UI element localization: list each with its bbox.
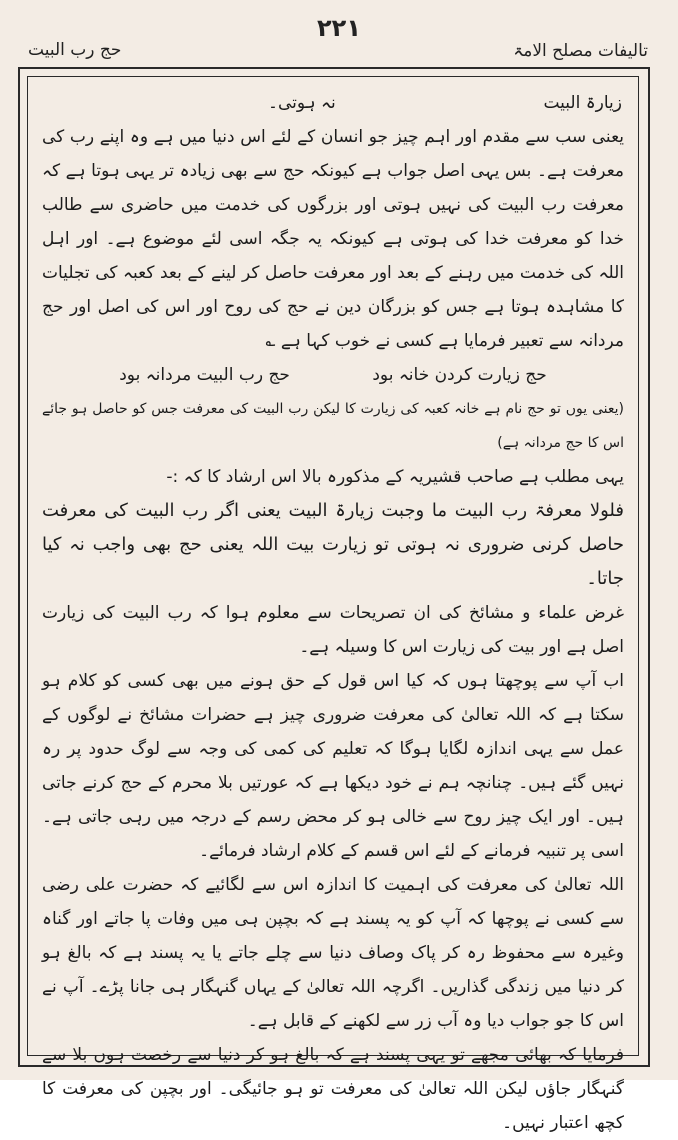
page-number: ۲۲۱ bbox=[317, 14, 361, 42]
verse bbox=[38, 358, 628, 392]
book-title: تالیفات مصلح الامۃ bbox=[513, 41, 648, 61]
paragraph: یعنی سب سے مقدم اور اہم چیز جو انسان کے لئے اس دنیا میں ہے وہ اپنے رب کی معرفت ہے۔ بس یہی اصل جواب ہے کیونکہ حج سے بھی زیادہ تر یہی ہوتا ہے کہ معرفت رب البیت کی نہیں ہوتی اور بزرگوں کی خدمت میں حاضری سے طالب خدا کو معرفت خدا کی ہوتی ہے کیونکہ یہ جگہ اسی لئے موضوع ہے۔ اور اہل اللہ کی خدمت میں رہنے کے بعد اور معرفت حاصل کر لینے کے بعد کعبہ کی تجلیات کا مشاہدہ ہوتا ہے جس کو بزرگان دین نے حج کی روح اور اس کی اصل اور حج مردانہ سے تعبیر فرمایا ہے کسی نے خوب کہا ہے ؎ bbox=[42, 127, 624, 351]
paragraph: فرمایا کہ بھائی مجھے تو یہی پسند ہے کہ بالغ ہو کر دنیا سے رخصت ہوں بلا سے گنہگار جاؤں لیکن اللہ تعالیٰ کی معرفت تو ہو جائیگی۔ اور بچپن کی معرفت کا کچھ اعتبار نہیں۔ bbox=[42, 1045, 624, 1133]
section-heading: زیارۃ البیت bbox=[543, 93, 622, 113]
paragraph: اب آپ سے پوچھتا ہوں کہ کیا اس قول کے حق ہونے میں بھی کسی کو کلام ہو سکتا ہے کہ اللہ تعالیٰ کی معرفت ضروری چیز ہے حضرات مشائخ نے لوگوں کے عمل سے یہی اندازہ لگایا ہوگا کہ تعلیم کی کمی کی وجہ سے لوگ حدود پر رہ نہیں گئے ہیں۔ چنانچہ ہم نے خود دیکھا ہے کہ عورتیں بلا محرم کے حج کرنے جاتی ہیں۔ اور ایک چیز روح سے خالی ہو کر محض رسم کے درجہ میں رہی جاتی ہے۔ اسی پر تنبیہ فرمانے کے لئے اس قسم کے کلام ارشاد فرمائے۔ bbox=[42, 671, 624, 861]
paragraph: اللہ تعالیٰ کی معرفت کی اہمیت کا اندازہ اس سے لگائیے کہ حضرت علی رضی سے کسی نے پوچھا کہ آپ کو یہ پسند ہے کہ بچپن ہی میں وفات پا جاتے اور گناہ وغیرہ سے محفوظ رہ کر پاک وصاف دنیا سے چلے جاتے یا یہ پسند ہے کہ بالغ ہو کر دنیا میں زندگی گذاریں۔ اگرچہ اللہ تعالیٰ کے یہاں گنہگار ہی جانا پڑے۔ آپ نے اس کا جو جواب دیا وہ آب زر سے لکھنے کے قابل ہے۔ bbox=[42, 875, 624, 1031]
paragraph: غرض علماء و مشائخ کی ان تصریحات سے معلوم ہوا کہ رب البیت کی زیارت اصل ہے اور بیت کی زیارت اس کا وسیلہ ہے۔ bbox=[42, 603, 624, 657]
verse-note: (یعنی یوں تو حج نام ہے خانہ کعبہ کی زیارت کا لیکن رب البیت کی معرفت جس کو حاصل ہو جائے اس کا حج مردانہ ہے) bbox=[42, 401, 624, 451]
intro-line: یہی مطلب ہے صاحب قشیریہ کے مذکورہ بالا اس ارشاد کا کہ :- bbox=[166, 467, 624, 487]
section-heading-row bbox=[38, 86, 628, 120]
arabic-quote: فلولا معرفۃ رب البیت ما وجبت زیارۃ البیت یعنی اگر رب البیت کی معرفت حاصل کرنی ضروری نہ ہوتی تو زیارت بیت اللہ یعنی حج بھی واجب نہ کیا جاتا۔ bbox=[42, 500, 624, 589]
page-content bbox=[38, 86, 628, 1133]
section-heading-note: نہ ہوتی۔ bbox=[268, 93, 336, 113]
chapter-title: حج رب البیت bbox=[28, 40, 122, 60]
verse-left: حج رب البیت مردانہ بود bbox=[119, 365, 290, 385]
verse-right: حج زیارت کردن خانہ بود bbox=[372, 365, 547, 385]
